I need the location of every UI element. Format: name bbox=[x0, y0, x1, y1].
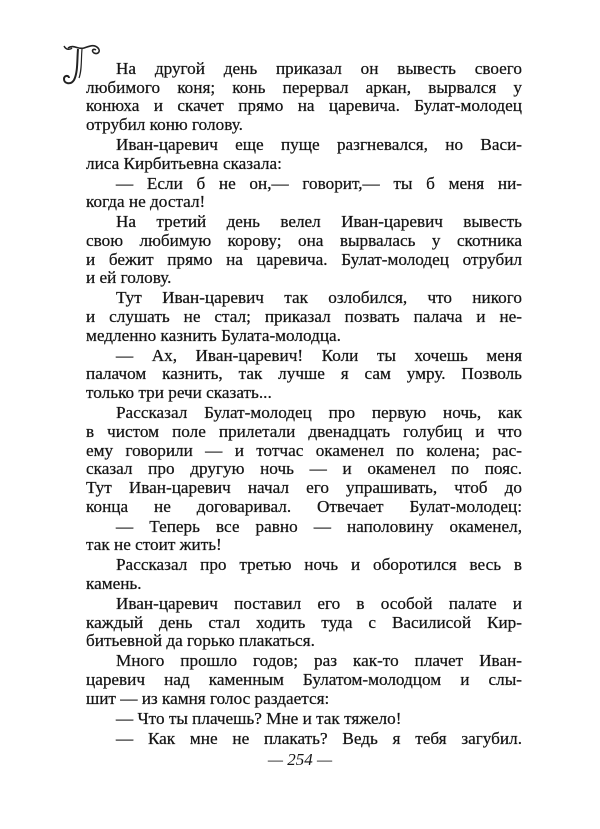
page-body bbox=[86, 60, 522, 748]
paragraph bbox=[86, 730, 522, 749]
text-line: конюха и скачет прямо на царевича. Булат-молодец bbox=[86, 96, 522, 116]
text-line: любимого коня; конь перервал аркан, вырвался у bbox=[86, 77, 522, 97]
text-line: На третий день велел Иван-царевич вывесть bbox=[116, 212, 522, 232]
text-line: Рассказал про третью ночь и оборотился весь в bbox=[116, 555, 522, 575]
text-line: и ей голову. bbox=[86, 268, 172, 288]
text-line: и слушать не стал; приказал позвать палача и не- bbox=[86, 307, 522, 327]
text-line: битьевной да горько плакаться. bbox=[86, 631, 315, 651]
text-line: На другой день приказал он вывесть своего bbox=[116, 59, 522, 78]
text-line: Рассказал Булат-молодец про первую ночь, как bbox=[116, 403, 522, 423]
text-line: и бежит прямо на царевича. Булат-молодец отрубил bbox=[86, 249, 522, 269]
text-line: Тут Иван-царевич начал его упрашивать, чтоб до bbox=[86, 477, 522, 497]
page-number: — 254 — bbox=[267, 750, 333, 769]
text-line: шит — из камня голос раздается: bbox=[86, 688, 330, 708]
text-line: лиса Кирбитьевна сказала: bbox=[86, 153, 282, 173]
paragraph bbox=[86, 652, 522, 708]
text-line: — Как мне не плакать? Ведь я тебя загубил. bbox=[116, 728, 522, 748]
text-line: Много прошло годов; раз как-то плачет Иван- bbox=[116, 651, 522, 671]
paragraph bbox=[86, 556, 522, 593]
text-line: так не стоит жить! bbox=[86, 535, 222, 555]
paragraph bbox=[86, 136, 522, 173]
paragraph bbox=[86, 710, 522, 729]
text-line: отрубил коню голову. bbox=[86, 115, 243, 135]
text-line: в чистом поле прилетали двенадцать голубиц и что bbox=[86, 421, 522, 441]
text-line: Тут Иван-царевич так озлобился, что никого bbox=[116, 288, 522, 308]
text-line: сказал про другую ночь — и окаменел по пояс. bbox=[86, 459, 522, 479]
text-line: свою любимую корову; она вырвалась у скотника bbox=[86, 231, 522, 251]
text-line: Иван-царевич еще пуще разгневался, но Васи- bbox=[116, 135, 522, 155]
text-line: — Ах, Иван-царевич! Коли ты хочешь меня bbox=[116, 345, 522, 365]
paragraph bbox=[86, 347, 522, 403]
text-line: царевич над каменным Булатом-молодцом и слы- bbox=[86, 669, 522, 689]
text-line: ему говорили — и тотчас окаменел по колена; рас- bbox=[86, 440, 522, 460]
paragraph bbox=[86, 60, 522, 135]
text-line: только три речи сказать... bbox=[86, 383, 272, 403]
paragraph bbox=[86, 175, 522, 212]
text-line: — Если б не он,— говорит,— ты б меня ни- bbox=[116, 173, 522, 193]
text-line: — Что ты плачешь? Мне и так тяжело! bbox=[116, 708, 402, 728]
paragraph bbox=[86, 404, 522, 516]
paragraph bbox=[86, 213, 522, 288]
text-line: камень. bbox=[86, 573, 142, 593]
paragraph bbox=[86, 518, 522, 555]
text-line: когда не достал! bbox=[86, 192, 206, 212]
text-line: палачом казнить, так лучше я сам умру. Позволь bbox=[86, 364, 522, 384]
text-line: конца не договаривал. Отвечает Булат-молодец: bbox=[86, 496, 522, 516]
text-line: Иван-царевич поставил его в особой палате и bbox=[116, 593, 522, 613]
paragraph bbox=[86, 595, 522, 651]
text-line: медленно казнить Булата-молодца. bbox=[86, 325, 341, 345]
text-line: — Теперь все равно — наполовину окаменел, bbox=[116, 516, 522, 536]
paragraph bbox=[86, 289, 522, 345]
text-line: каждый день стал ходить туда с Василисой Кир- bbox=[86, 612, 522, 632]
